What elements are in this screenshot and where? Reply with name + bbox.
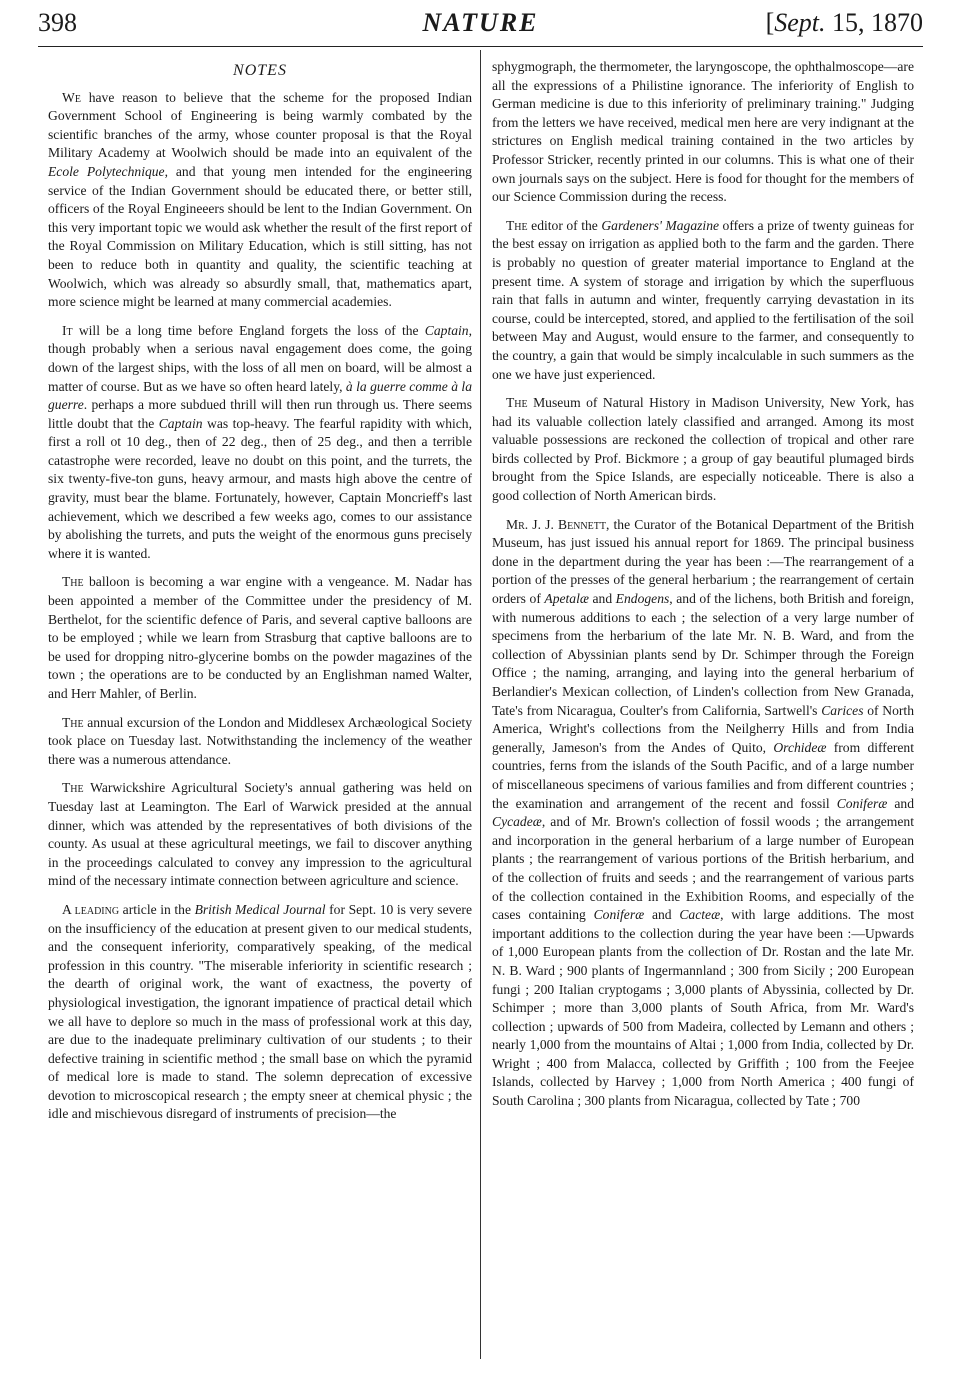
- text-run: Warwickshire Agricultural Society's annual gathering was held on Tuesday last at Leamington. The Earl of Warwick presided at the annual dinner, which was attended by the representatives of both divisions of the county. As usual at these agricultural meetings, we fail to discover anything in the proceedings calculated to convey any impression to the agricultural mind of the necessary intimate connection between agriculture and science.: [48, 780, 472, 889]
- column-divider: [480, 50, 481, 1359]
- italic-run: British Medical Journal: [194, 901, 326, 917]
- italic-run: Orchideæ: [773, 739, 827, 755]
- text-run: have reason to believe that the scheme for the proposed Indian Government School of Engineering is being warmly combated by the scientific branches of the army, whose counter proposal is that the Royal Military Academy at Woolwich should be made into an equivalent of the: [48, 89, 472, 161]
- text-run: and: [644, 907, 680, 923]
- italic-run: Cycadeæ: [492, 814, 542, 830]
- lead-word: The: [62, 714, 84, 730]
- header-rule: [38, 46, 923, 47]
- date-bracket: [: [765, 8, 775, 37]
- italic-run: Ecole Polytechnique: [48, 163, 165, 179]
- text-run: , the Curator of the Botanical Department of the British Museum, has just issued his annual report for 1869. The principal business done in the department during the year has been :—The rearrangement of a portion of the presses of the general herbarium ; the rearrangement of certain orders of: [492, 516, 915, 607]
- italic-run: Endogens: [615, 591, 670, 607]
- note-paragraph: [492, 516, 914, 1111]
- italic-run: Captain: [158, 415, 203, 431]
- lead-word: We: [62, 89, 81, 105]
- right-column: [492, 58, 914, 1121]
- text-run: balloon is becoming a war engine with a vengeance. M. Nadar has been appointed a member of the Committee under the presidency of M. Berthelot, for the scientific defence of Paris, and several captive balloons are to be employed ; while we learn from Strasburg that captive balloons are to be used for dropping nitro-glycerine bombs on the powder magazines of the town ; the operations are to be conducted by an Englishman named Walter, and Herr Mahler, of Berlin.: [48, 574, 472, 701]
- note-paragraph: [492, 217, 914, 384]
- note-paragraph: [48, 901, 472, 1124]
- text-run: , with large additions. The most important additions to the collection during the year have been :—Upwards of 1,000 European plants from the collection of Dr. Rostan and the late Mr. N. B. Ward ; 900 plants of Ingermannland ; 300 from Sicily ; 200 European fungi ; 200 Italian cryptogams ; 3,000 plants of Abyssinia, collected by Dr. Schimper ; more than 3,000 plants of South Africa, from Mr. Ward's collection ; upwards of 500 from Madeira, collected by Lemann and others ; nearly 1,000 from the mountains of Altai ; 1,000 from India, collected by Dr. Wright ; 400 from Malacca, collected by Griffith ; 100 from the Feejee Islands, collected by Harvey ; 1,000 from North America ; 400 fungi of South Carolina ; 300 plants from Nicaragua, collected by Tate ; 700: [492, 907, 914, 1109]
- journal-title: NATURE: [422, 8, 539, 37]
- italic-run: à la guerre comme à la guerre: [48, 378, 472, 413]
- text-run: , and of Mr. Brown's collection of fossil woods ; the arrangement and incorporation in the general herbarium of a large number of European plants ; the rearrangement of various portions of the British herbarium, and of the collection of fruits and seeds ; and the rearrangement of various parts of the collection contained in the Exhibition Rooms, and especially of the cases containing: [492, 814, 914, 923]
- lead-word: The: [506, 395, 528, 411]
- italic-run: Coniferæ: [836, 795, 888, 811]
- text-run: article in the: [119, 901, 195, 917]
- note-paragraph: [48, 573, 472, 703]
- text-run: sphygmograph, the thermometer, the laryngoscope, the ophthalmoscope—are all the expressions of a Philistine ignorance. The inferiority of English to German medicine is due to this inferiority of preliminary training." Judging from the letters we have received, medical men here are very indignant at the strictures on English medical training contained in the two articles by Professor Stricker, recently printed in our columns. This is what one of their own journals says on the subject. Here is food for thought for the members of our Science Commission during the recess.: [492, 59, 914, 205]
- date-month: Sept.: [774, 8, 826, 37]
- text-run: , though probably when a serious naval engagement does come, the going down of the largest ships, with the loss of all men on board, will be almost a matter of course. But as we have so often heard lately,: [48, 322, 472, 394]
- note-paragraph: [48, 779, 472, 891]
- note-paragraph: [48, 322, 472, 564]
- lead-word: It: [62, 322, 73, 338]
- lead-word: The: [62, 574, 84, 590]
- lead-word: The: [506, 217, 528, 233]
- italic-run: Cacteæ: [679, 907, 721, 923]
- text-run: and: [887, 795, 914, 811]
- text-run: annual excursion of the London and Middlesex Archæological Society took place on Tuesday last. Notwithstanding the inclemency of the weather there was a numerous attendance.: [48, 714, 472, 767]
- italic-run: Coniferæ: [593, 907, 645, 923]
- text-run: Museum of Natural History in Madison University, New York, has had its valuable collection lately classified and arranged. Among its most valuable possessions are reckoned the collection of tropical and other rare birds collected by Prof. Bickmore ; a group of gay beautiful plumaged birds brought from the Spice Islands, are especially noticeable. There is also a good collection of North American birds.: [492, 395, 914, 504]
- text-run: for Sept. 10 is very severe on the insufficiency of the education at present given to our medical students, and the consequent inferiority, comparatively speaking, of the medical profession in this country. "The miserable inferiority in scientific research ; the dearth of original work, the want of exactness, the poverty of physiological investigation, the ignorant impatience of practical detail which we all have to deplore so much in the mass of professional work at this day, are due to the inadequate preliminary cultivation of our students ; to their defective training in scientific method ; the small base on which the pyramid of medical lore is made to stand. The solemn deprecation of excessive devotion to microscopical research ; the empty sneer at chemical physic ; the idle and mischievous disregard of instruments of precision—the: [48, 901, 472, 1122]
- note-paragraph: [48, 714, 472, 770]
- italic-run: Carices: [821, 702, 864, 718]
- text-run: was top-heavy. The fearful rapidity with which, first a roll ot 10 deg., then of 22 deg., then of 25 deg., and then a terrible catastrophe were recorded, leave no doubt on this point, and the turrets, the six twenty-five-ton guns, heavy armour, and masts high above the centre of gravity, must bear the blame. Fortunately, however, Captain Moncrieff's last achievement, which we described a few weeks ago, comes to our assistance by abolishing the turrets, and puts the weight of the enormous guns precisely where it is wanted.: [48, 415, 472, 561]
- text-run: editor of the: [527, 217, 602, 233]
- text-run: . perhaps a more subdued thrill will then run through us. There seems little doubt that the: [48, 397, 472, 431]
- lead-word: Mr. J. J. Bennett: [506, 516, 606, 532]
- italic-run: Captain: [424, 322, 469, 338]
- note-paragraph: [492, 58, 914, 207]
- text-run: and: [588, 591, 616, 607]
- text-run: of North America, Wright's collections from the Neilgherry Hills and from India generally, Jameson's from the Andes of Quito,: [492, 702, 914, 755]
- page-number: 398: [38, 8, 77, 37]
- page-header: [38, 6, 923, 44]
- lead-word: A leading: [62, 901, 120, 917]
- italic-run: Gardeners' Magazine: [601, 217, 720, 233]
- text-run: offers a prize of twenty guineas for the best essay on irrigation as applied both to the farm and the garden. There is probably no question of greater material importance to England at the present time. A system of storage and irrigation by which the superfluous rain that falls in autumn and winter, frequently carrying devastation in its course, could be intercepted, stored, and applied to the fertilisation of the soil between May and August, would ensure to the farmer, and consequently to the country, a gain that would be simply incalculable in such summers as the one we have just experienced.: [492, 217, 914, 382]
- note-paragraph: [48, 89, 472, 312]
- lead-word: The: [62, 780, 84, 796]
- italic-run: Apetalæ: [544, 591, 589, 607]
- text-run: , and of the lichens, both British and foreign, with numerous additions to each ; the selection of a very large number of specimens from the herbarium of the late Mr. N. B. Ward, and from the collection of Abyssinian plants send by Dr. Schimper through the Foreign Office ; the naming, arranging, and laying into the general herbarium of Berlandier's Mexican collection, of Linden's collection from New Granada, Tate's from Nicaragua, Coulter's from California, Sartwell's: [492, 591, 914, 718]
- text-run: will be a long time before England forgets the loss of the: [72, 322, 425, 338]
- issue-date: [766, 8, 923, 38]
- left-column: [48, 58, 472, 1134]
- note-paragraph: [492, 394, 914, 506]
- date-rest: 15, 1870: [832, 8, 923, 37]
- text-run: , and that young men intended for the engineering service of the Indian Government should be educated there, or better still, officers of the Royal Engineeers should be lent to the Indian Government. On this very important topic we would ask whether the result of the first report of the Royal Commission on Military Education, which is still sitting, has not been to reduce both in quantity and quality, the scientific teaching at Woolwich, which was already so absurdly small, that, mathematics apart, more science might be learned at many commercial academies.: [48, 163, 472, 310]
- section-heading: NOTES: [233, 62, 287, 79]
- text-run: from different countries, ferns from the islands of the South Pacific, and of a large number of miscellaneous specimens of various families and from different countries ; the examination and arrangement of the recent and fossil: [492, 739, 914, 811]
